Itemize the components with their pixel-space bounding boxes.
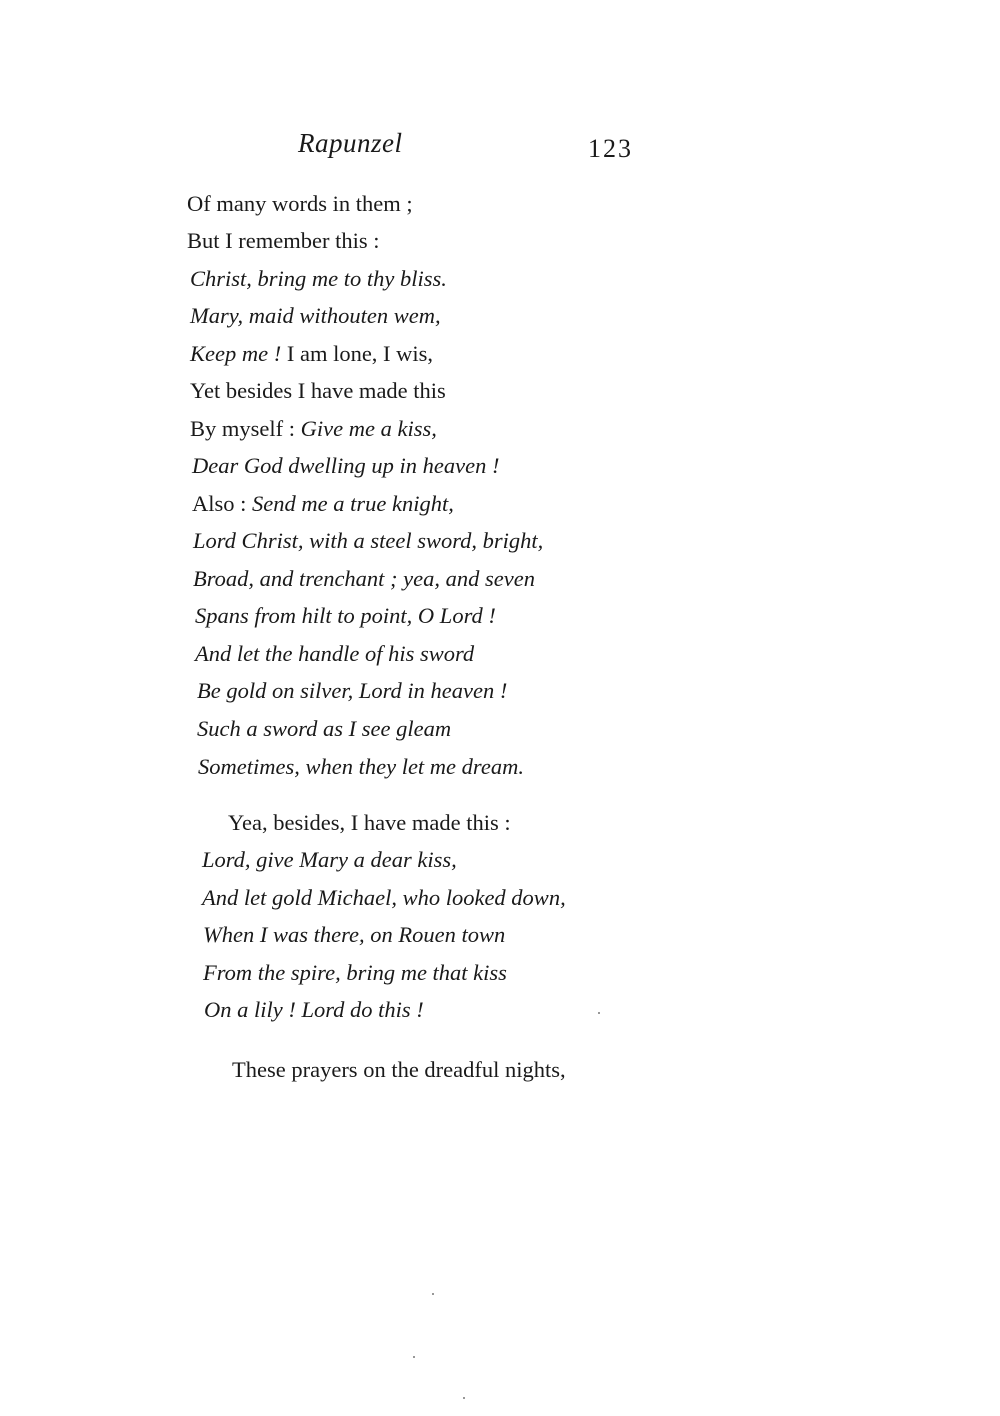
poem-line: But I remember this : — [187, 228, 380, 253]
poem-line: From the spire, bring me that kiss — [203, 960, 507, 985]
poem-line: On a lily ! Lord do this ! — [204, 997, 424, 1022]
scan-speck — [598, 1012, 600, 1014]
poem-line-italic: Keep me ! — [190, 341, 282, 366]
poem-line: Mary, maid withouten wem, — [190, 303, 441, 328]
poem-line-roman: I am lone, I wis, — [281, 341, 434, 366]
poem-line: Lord Christ, with a steel sword, bright, — [193, 528, 544, 553]
poem-line — [190, 418, 437, 441]
poem-line: These prayers on the dreadful nights, — [232, 1057, 566, 1082]
running-title: Rapunzel — [298, 128, 403, 158]
scan-speck — [432, 1293, 434, 1295]
poem-line: Of many words in them ; — [187, 191, 413, 216]
poem-line: Broad, and trenchant ; yea, and seven — [193, 566, 535, 591]
poem-line: Lord, give Mary a dear kiss, — [202, 847, 457, 872]
poem-line-roman: Also : — [192, 491, 253, 516]
poem-line: Spans from hilt to point, O Lord ! — [195, 603, 496, 628]
poem-line: And let the handle of his sword — [195, 641, 475, 666]
scan-speck — [413, 1356, 415, 1358]
poem-line: When I was there, on Rouen town — [203, 922, 506, 947]
poem-line: Dear God dwelling up in heaven ! — [192, 453, 500, 478]
poem-line — [190, 343, 433, 366]
poem-line: Be gold on silver, Lord in heaven ! — [197, 678, 508, 703]
poem-line-italic: Give me a kiss, — [300, 416, 437, 441]
poem-line — [192, 493, 454, 516]
poem-line: Yea, besides, I have made this : — [228, 810, 511, 835]
poem-line-italic: Send me a true knight, — [252, 491, 454, 516]
poem-line: Sometimes, when they let me dream. — [198, 754, 524, 779]
poem-line: And let gold Michael, who looked down, — [202, 885, 566, 910]
poem-line-roman: By myself : — [190, 416, 301, 441]
scan-speck — [463, 1397, 465, 1399]
poem-line: Such a sword as I see gleam — [197, 716, 452, 741]
poem-line: Yet besides I have made this — [190, 378, 446, 403]
poem-line: Christ, bring me to thy bliss. — [190, 266, 447, 291]
page-number: 123 — [588, 134, 633, 163]
